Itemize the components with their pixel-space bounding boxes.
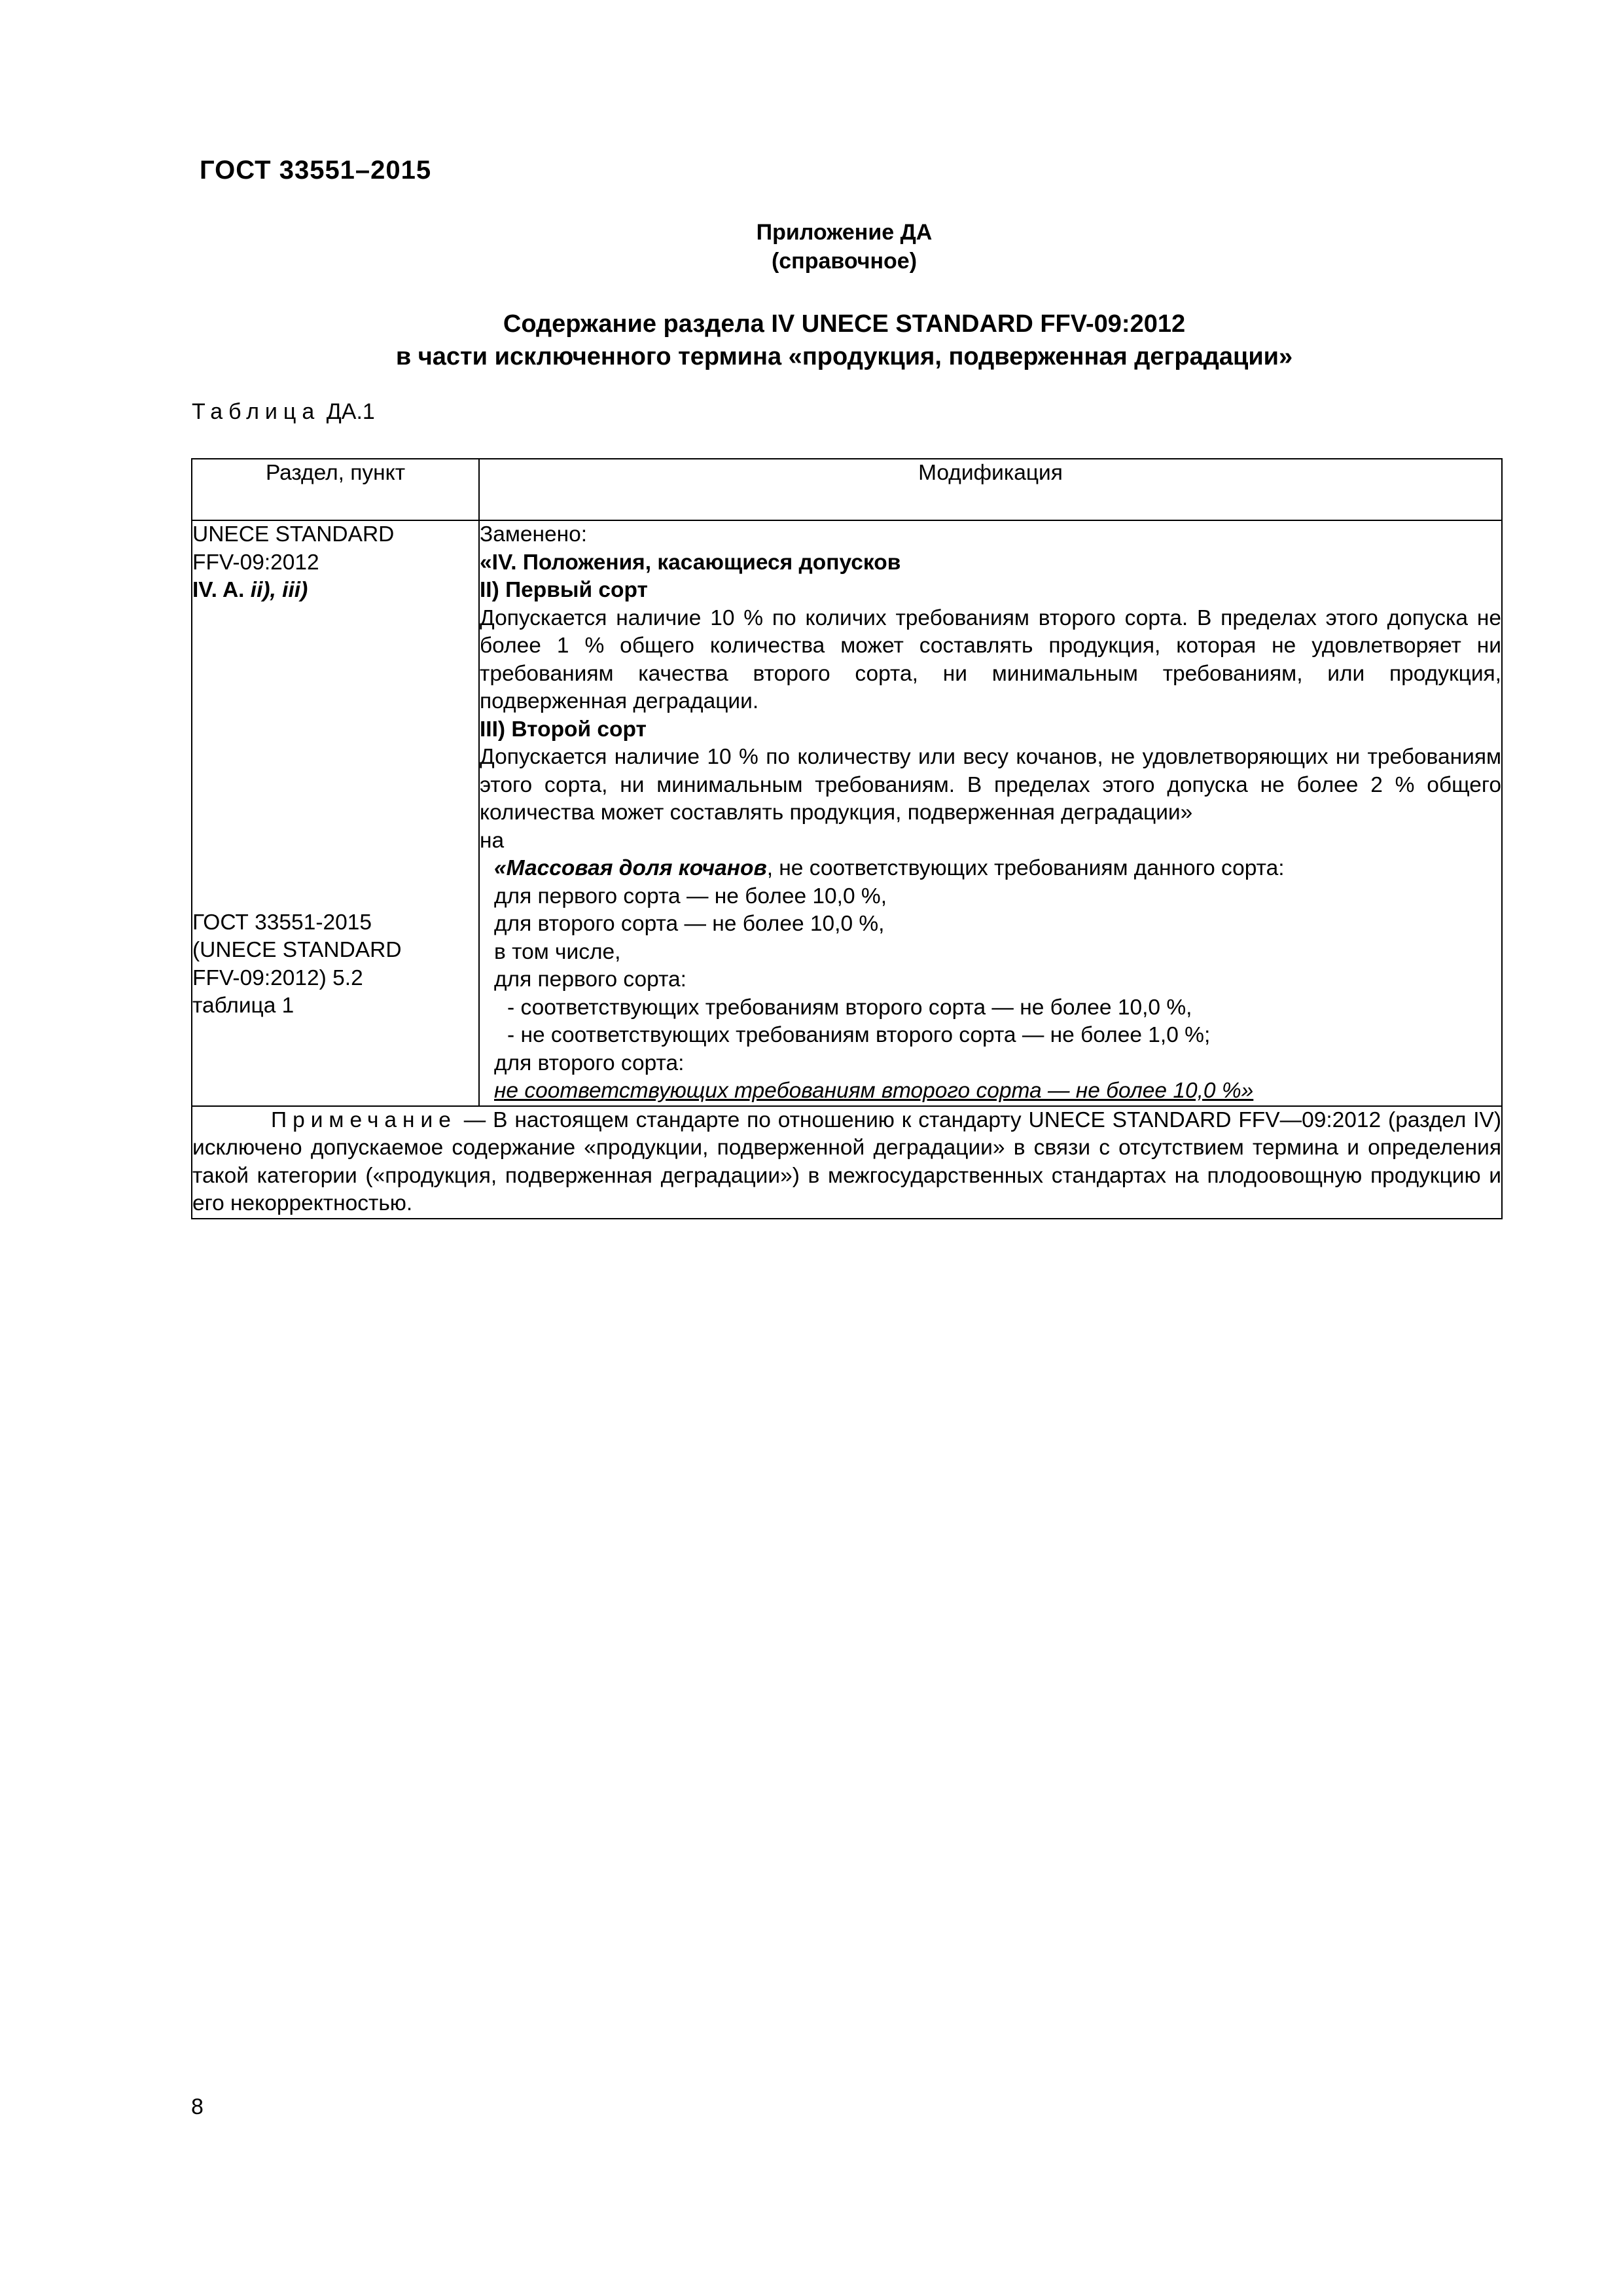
appendix-title: Приложение ДА	[756, 220, 933, 245]
ref2-line-2: (UNECE STANDARD	[192, 938, 402, 962]
ref2-line-1: ГОСТ 33551-2015	[192, 910, 372, 935]
new-heading-rest: , не соответствующих требованиям данного сорта:	[766, 856, 1285, 880]
table-label-number: ДА.1	[326, 399, 375, 424]
table-header-row	[192, 459, 1502, 520]
ref1-line-1: UNECE STANDARD	[192, 522, 395, 547]
on-label: на	[480, 828, 505, 853]
document-code: ГОСТ 33551–2015	[200, 156, 432, 185]
note-label: Примечание	[271, 1107, 457, 1132]
new-line-first: для первого сорта — не более 10,0 %,	[494, 884, 887, 908]
appendix-type: (справочное)	[771, 249, 918, 274]
ref1-line-2: FFV-09:2012	[192, 550, 319, 575]
note-cell	[192, 1106, 1502, 1219]
note-row	[192, 1106, 1502, 1219]
header-section: Раздел, пункт	[192, 459, 479, 520]
new-heading-bold: «Массовая доля кочанов	[494, 856, 767, 880]
new-line-b: - не соответствующих требованиям второго сорта — не более 1,0 %;	[507, 1023, 1211, 1047]
cell-spacer	[192, 605, 478, 909]
table-label	[192, 399, 375, 425]
ref1-line-3	[192, 577, 478, 605]
ref1-line-3-a: IV. A.	[192, 578, 251, 602]
section-cell	[192, 520, 479, 1106]
new-line-incl: в том числе,	[494, 939, 621, 964]
ref1-line-3-b: ii), iii)	[250, 578, 308, 602]
new-line-second: для второго сорта — не более 10,0 %,	[494, 912, 885, 936]
appendix-heading	[0, 218, 1623, 276]
first-grade-text: Допускается наличие 10 % по количих требованиям второго сорта. В пределах этого допуска не более 1 % общего количества может составлять продукция, которая не удовлетворяет ни требованиям качества второго сорта, ни минимальным требованиям, или продукция, подверженная деградации.	[480, 605, 1501, 713]
second-grade-heading: III) Второй сорт	[480, 717, 647, 742]
second-grade-text: Допускается наличие 10 % по количеству или весу кочанов, не удовлетворяющих ни требованиям этого сорта, ни минимальным требованиям. В пределах этого допуска не более 2 % общего количества может составлять продукция, подверженная деградации»	[480, 745, 1501, 825]
modification-table	[191, 458, 1503, 1219]
old-heading: «IV. Положения, касающиеся допусков	[480, 550, 901, 575]
page-number: 8	[191, 2094, 204, 2119]
header-modification: Модификация	[479, 459, 1502, 520]
table-label-word: Таблица	[192, 399, 321, 424]
new-line-first-2: для первого сорта:	[494, 967, 687, 992]
ref2-line-3: FFV-09:2012) 5.2	[192, 965, 363, 990]
new-heading	[480, 855, 1501, 883]
new-line-a: - соответствующих требованиям второго сорта — не более 10,0 %,	[507, 995, 1192, 1020]
new-line-second-2: для второго сорта:	[494, 1050, 685, 1075]
replaced-label: Заменено:	[480, 522, 588, 547]
new-line-last: не соответствующих требованиям второго сорта — не более 10,0 %»	[494, 1079, 1254, 1103]
table-row	[192, 520, 1502, 1106]
modification-cell	[479, 520, 1502, 1106]
section-title-line-1: Содержание раздела IV UNECE STANDARD FFV-09:2012	[503, 310, 1186, 338]
note-text: — В настоящем стандарте по отношению к стандарту UNECE STANDARD FFV—09:2012 (раздел IV) исключено допускаемое содержание «продукции, подверженной деградации» в связи с отсутствием термина и определения такой категории («продукция, подверженная деградации») в межгосударственных стандартах на плодоовощную продукцию и его некорректностью.	[192, 1107, 1501, 1215]
section-title	[0, 308, 1623, 373]
ref2-line-4: таблица 1	[192, 994, 294, 1018]
first-grade-heading: II) Первый сорт	[480, 578, 648, 602]
section-title-line-2: в части исключенного термина «продукция, подверженная деградации»	[395, 343, 1293, 370]
